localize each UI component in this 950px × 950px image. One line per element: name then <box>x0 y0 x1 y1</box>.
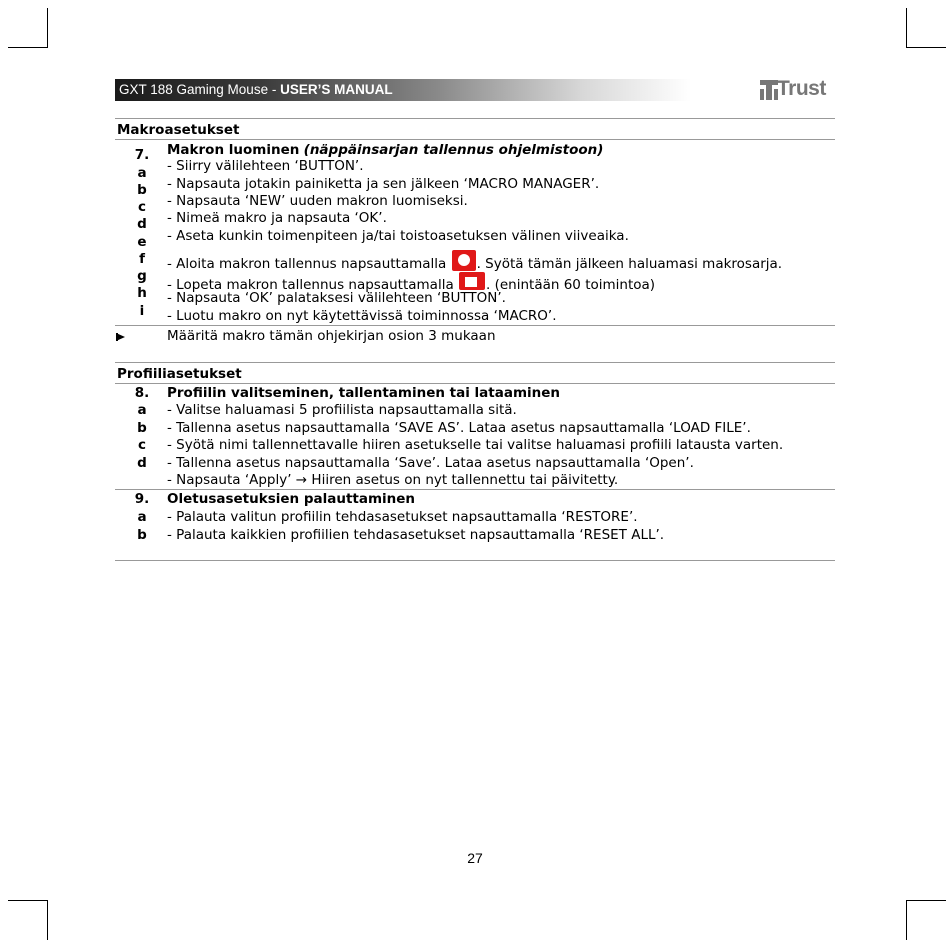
step-letter: a <box>137 165 147 181</box>
step-letter: b <box>137 182 147 198</box>
header-product: GXT 188 Gaming Mouse <box>119 82 269 97</box>
step-text: - Syötä nimi tallennettavalle hiiren asetukselle tai valitse haluamasi profiili latausta varten. <box>167 437 784 453</box>
section-title-macro: Makroasetukset <box>117 122 240 138</box>
step-letter: a <box>137 509 147 525</box>
step-text: - Tallenna asetus napsauttamalla ‘Save’. Lataa asetus napsauttamalla ‘Open’. <box>167 455 694 471</box>
section-title-profiles: Profiiliasetukset <box>117 366 242 382</box>
header-separator: - <box>268 82 281 97</box>
step-text: - Tallenna asetus napsauttamalla ‘SAVE AS’. Lataa asetus napsauttamalla ‘LOAD FILE’. <box>167 420 751 436</box>
step-stop-after: . (enintään 60 toimintoa) <box>486 277 656 293</box>
step-text: - Nimeä makro ja napsauta ‘OK’. <box>167 210 387 226</box>
step-text-record <box>167 250 782 272</box>
step-record-after: . Syötä tämän jälkeen haluamasi makrosarja. <box>476 256 783 272</box>
step-letter: i <box>139 303 145 319</box>
step-text: - Siirry välilehteen ‘BUTTON’. <box>167 158 364 174</box>
step-letter: b <box>137 527 147 543</box>
crop-mark-br-h <box>906 900 946 901</box>
crop-mark-bl-h <box>8 900 48 901</box>
step-text: - Palauta kaikkien profiilien tehdasasetukset napsauttamalla ‘RESET ALL’. <box>167 527 665 543</box>
heading-text: Makron luominen <box>167 142 300 158</box>
header-manual: USER’S MANUAL <box>280 82 393 97</box>
heading-text: Profiilin valitseminen, tallentaminen tai lataaminen <box>167 385 561 401</box>
item-heading-9 <box>167 491 415 507</box>
divider <box>115 489 835 490</box>
divider <box>115 560 835 561</box>
divider <box>115 383 835 384</box>
step-letter: e <box>137 234 147 250</box>
step-text: - Valitse haluamasi 5 profiilista napsauttamalla sitä. <box>167 402 517 418</box>
arrow-bullet-icon <box>116 333 125 341</box>
step-text: - Napsauta ‘NEW’ uuden makron luomiseksi. <box>167 193 468 209</box>
heading-text: Oletusasetuksien palauttaminen <box>167 491 416 507</box>
heading-note: (näppäinsarjan tallennus ohjelmistoon) <box>303 142 604 158</box>
step-letter: h <box>137 285 147 301</box>
item-heading-7 <box>167 142 603 158</box>
step-text: - Aseta kunkin toimenpiteen ja/tai toistoasetuksen välinen viiveaika. <box>167 228 629 244</box>
step-text: - Napsauta ‘OK’ palataksesi välilehteen ‘BUTTON’. <box>167 290 506 306</box>
crop-mark-br-v <box>906 900 907 940</box>
step-letter: a <box>137 402 147 418</box>
crop-mark-tl-h <box>8 47 48 48</box>
divider <box>115 362 835 363</box>
step-letter: c <box>137 199 146 215</box>
step-letter: g <box>137 268 147 284</box>
crop-mark-tl-v <box>47 8 48 48</box>
record-icon <box>452 250 476 271</box>
step-letter: c <box>137 437 146 453</box>
trust-logo <box>760 78 840 102</box>
step-text: - Luotu makro on nyt käytettävissä toiminnossa ‘MACRO’. <box>167 308 557 324</box>
item-heading-8 <box>167 385 560 401</box>
crop-mark-bl-v <box>47 900 48 940</box>
page-number: 27 <box>467 850 483 866</box>
step-stop-before: - Lopeta makron tallennus napsauttamalla <box>167 277 459 293</box>
note-text: Määritä makro tämän ohjekirjan osion 3 mukaan <box>167 328 496 344</box>
step-letter: d <box>137 216 147 232</box>
step-letter: b <box>137 420 147 436</box>
crop-mark-tr-v <box>906 8 907 48</box>
divider <box>115 118 835 119</box>
step-record-before: - Aloita makron tallennus napsauttamalla <box>167 256 451 272</box>
trust-logo-text: Trust <box>777 77 826 100</box>
divider <box>115 139 835 140</box>
header-bar <box>115 79 835 101</box>
item-number-7: 7. <box>134 147 150 163</box>
step-text: - Palauta valitun profiilin tehdasasetukset napsauttamalla ‘RESTORE’. <box>167 509 638 525</box>
crop-mark-tr-h <box>906 47 946 48</box>
step-text: - Napsauta ‘Apply’ → Hiiren asetus on nyt tallennettu tai päivitetty. <box>167 472 619 488</box>
trust-logo-mark-icon <box>760 80 778 100</box>
step-letter: d <box>137 455 147 471</box>
item-number-8: 8. <box>134 385 150 401</box>
step-text: - Napsauta jotakin painiketta ja sen jälkeen ‘MACRO MANAGER’. <box>167 176 600 192</box>
divider <box>115 325 835 326</box>
step-letter: f <box>139 251 145 267</box>
item-number-9: 9. <box>134 491 150 507</box>
stop-icon <box>459 272 485 290</box>
header-title <box>119 82 393 97</box>
